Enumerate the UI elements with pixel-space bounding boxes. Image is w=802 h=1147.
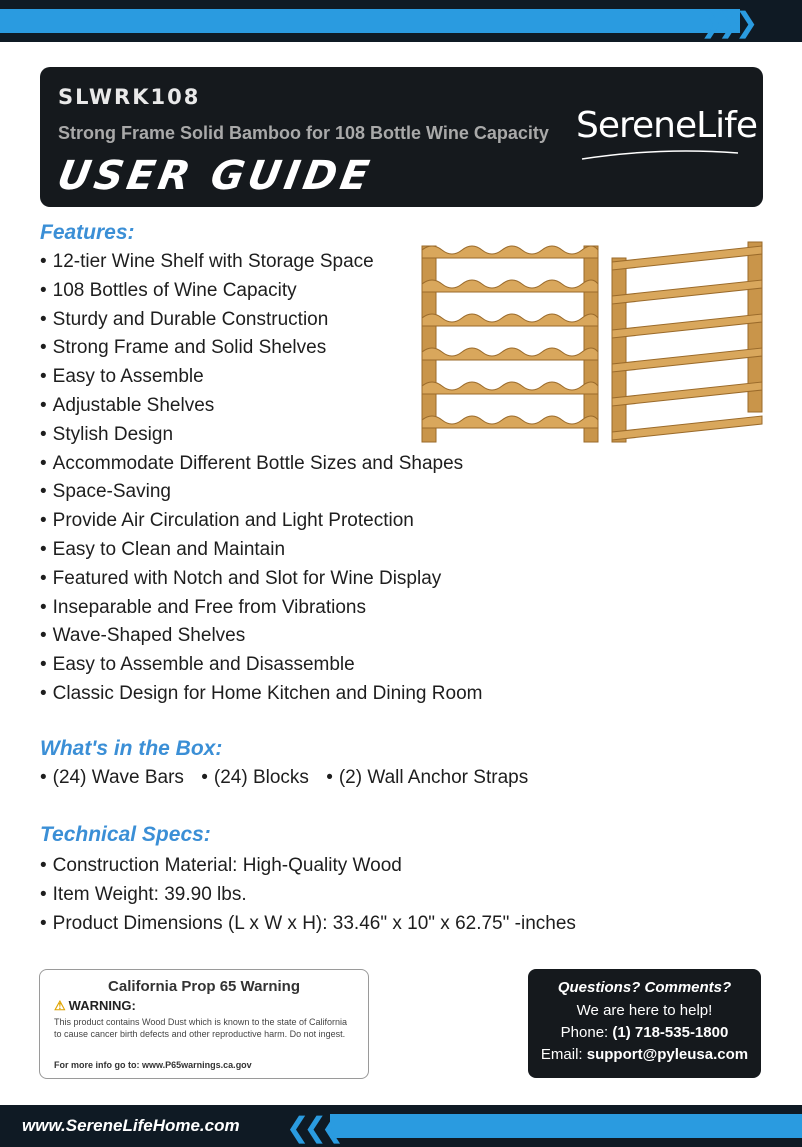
logo-swoosh-icon — [580, 145, 740, 163]
feature-item: • Space-Saving — [40, 478, 482, 507]
bottom-stripe — [330, 1114, 802, 1138]
bottom-bar — [0, 1105, 802, 1147]
spec-item: • Construction Material: High-Quality Wood — [40, 852, 576, 881]
feature-item: • Easy to Clean and Maintain — [40, 536, 482, 565]
feature-item: • Stylish Design — [40, 421, 482, 450]
header-panel — [40, 67, 763, 207]
feature-item: • Inseparable and Free from Vibrations — [40, 594, 482, 623]
feature-item: • Classic Design for Home Kitchen and Dining Room — [40, 680, 482, 709]
specs-title: Technical Specs: — [40, 823, 211, 846]
chevron-left-icon: ❮❮❮ — [286, 1111, 339, 1144]
serenelife-logo: SereneLife — [576, 105, 758, 146]
warning-label-text: WARNING: — [68, 998, 136, 1013]
model-code: SLWRK108 — [58, 85, 201, 109]
contact-box — [528, 969, 761, 1078]
feature-item: • Featured with Notch and Slot for Wine Display — [40, 565, 482, 594]
box-item: • (2) Wall Anchor Straps — [326, 767, 528, 788]
phone-label: Phone: — [560, 1024, 609, 1041]
top-bar — [0, 0, 802, 42]
contact-phone — [528, 1024, 761, 1041]
phone-number[interactable]: (1) 718-535-1800 — [612, 1024, 729, 1041]
contact-help: We are here to help! — [576, 1002, 713, 1019]
contact-question: Questions? Comments? — [557, 979, 732, 996]
box-item: • (24) Blocks — [201, 767, 309, 788]
feature-item: • Easy to Assemble and Disassemble — [40, 651, 482, 680]
features-list — [40, 248, 482, 709]
feature-item: • Adjustable Shelves — [40, 392, 482, 421]
feature-item: • 12-tier Wine Shelf with Storage Space — [40, 248, 482, 277]
box-items — [40, 767, 540, 789]
spec-item: • Item Weight: 39.90 lbs. — [40, 881, 576, 910]
product-subtitle: Strong Frame Solid Bamboo for 108 Bottle Wine Capacity — [58, 123, 549, 143]
feature-item: • Wave-Shaped Shelves — [40, 622, 482, 651]
wine-rack-image-left — [418, 238, 602, 448]
prop65-more-info: For more info go to: www.P65warnings.ca.gov — [54, 1060, 252, 1070]
feature-item: • Accommodate Different Bottle Sizes and Shapes — [40, 450, 482, 479]
feature-item: • Easy to Assemble — [40, 363, 482, 392]
box-item: • (24) Wave Bars — [40, 767, 184, 788]
email-label: Email: — [540, 1046, 583, 1063]
chevron-right-icon: ❯❯❯ — [700, 6, 753, 39]
prop65-warning-label — [54, 998, 136, 1014]
specs-list — [40, 852, 576, 938]
prop65-warning-box — [39, 969, 369, 1079]
feature-item: • 108 Bottles of Wine Capacity — [40, 277, 482, 306]
email-address[interactable]: support@pyleusa.com — [586, 1046, 749, 1063]
prop65-title: California Prop 65 Warning — [108, 978, 300, 995]
wine-rack-image-right — [608, 238, 766, 448]
feature-item: • Sturdy and Durable Construction — [40, 306, 482, 335]
spec-item: • Product Dimensions (L x W x H): 33.46" x 10" x 62.75" -inches — [40, 910, 576, 939]
user-guide-title: USER GUIDE — [53, 153, 377, 199]
website-link[interactable]: www.SereneLifeHome.com — [22, 1116, 240, 1135]
top-stripe — [0, 9, 740, 33]
feature-item: • Provide Air Circulation and Light Protection — [40, 507, 482, 536]
feature-item: • Strong Frame and Solid Shelves — [40, 334, 482, 363]
contact-email — [528, 1046, 761, 1063]
box-title: What's in the Box: — [40, 737, 223, 760]
warning-triangle-icon: ⚠ — [54, 998, 66, 1013]
prop65-text: This product contains Wood Dust which is known to the state of California to cause cancer birth defects and other reproductive harm. Do not ingest. — [54, 1017, 347, 1039]
features-title: Features: — [40, 221, 135, 244]
